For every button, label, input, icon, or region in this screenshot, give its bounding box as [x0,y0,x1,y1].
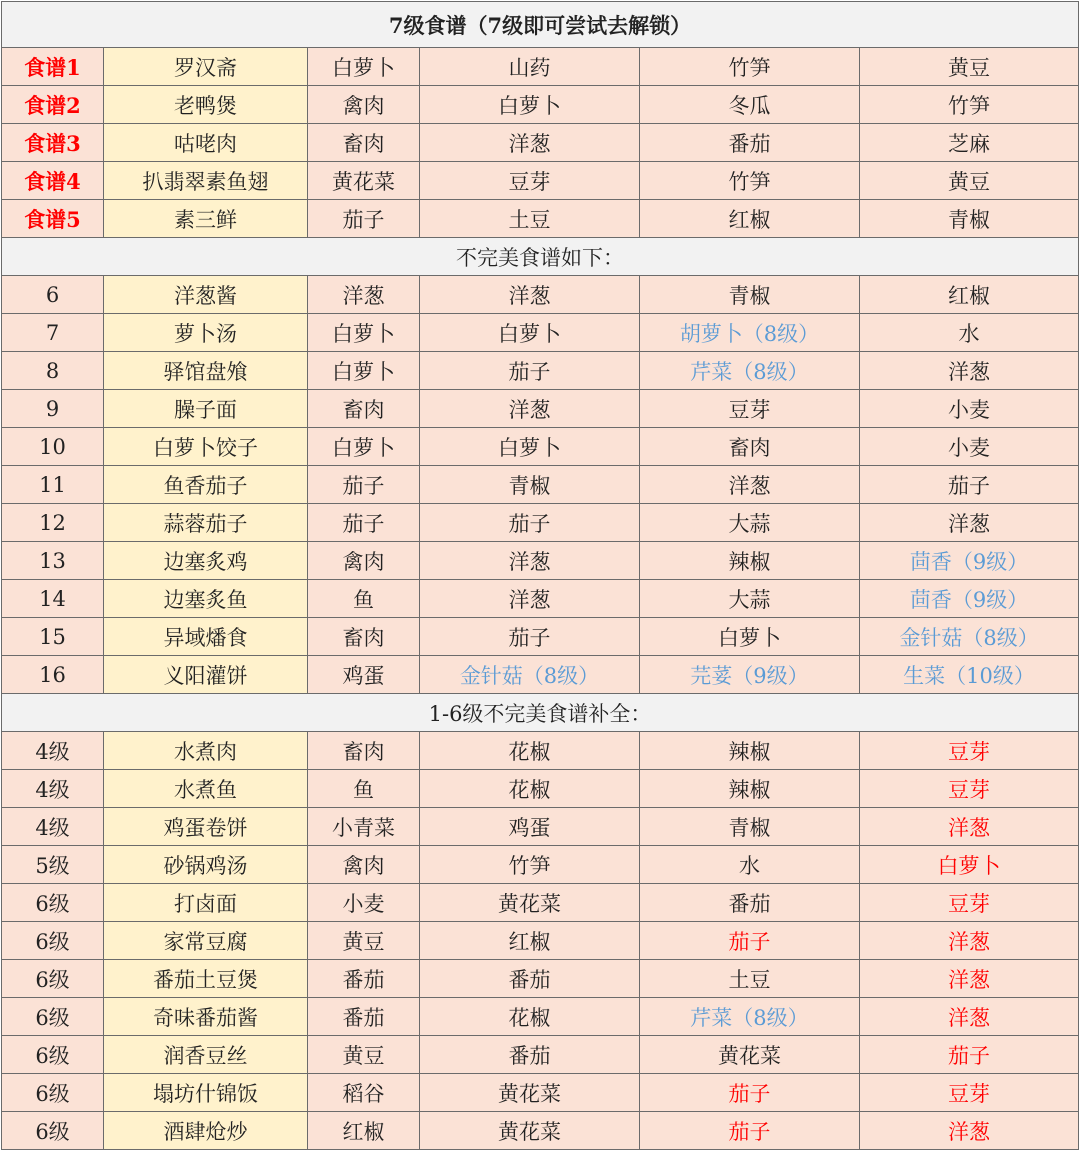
ingredient-1: 白萝卜 [308,352,420,390]
ingredient-4: 茄子 [860,466,1079,504]
ingredient-4: 黄豆 [860,162,1079,200]
recipe-name: 砂锅鸡汤 [104,846,308,884]
recipe-name: 奇味番茄酱 [104,998,308,1036]
recipe-id: 6 [2,276,104,314]
ingredient-1: 畜肉 [308,618,420,656]
ingredient-3: 竹笋 [640,48,860,86]
recipe-id: 食谱5 [2,200,104,238]
recipe-id: 7 [2,314,104,352]
table-row [2,922,1079,960]
ingredient-4: 洋葱 [860,1112,1079,1150]
table-row [2,466,1079,504]
recipe-name: 边塞炙鸡 [104,542,308,580]
recipe-name: 鸡蛋卷饼 [104,808,308,846]
ingredient-3: 水 [640,846,860,884]
ingredient-4: 洋葱 [860,352,1079,390]
ingredient-4: 茴香（9级） [860,542,1079,580]
table-row [2,580,1079,618]
recipe-id: 16 [2,656,104,694]
ingredient-3: 竹笋 [640,162,860,200]
ingredient-3: 芹菜（8级） [640,352,860,390]
ingredient-3: 土豆 [640,960,860,998]
ingredient-4: 茄子 [860,1036,1079,1074]
ingredient-3: 白萝卜 [640,618,860,656]
recipe-id: 食谱3 [2,124,104,162]
table-row [2,314,1079,352]
table-row [2,162,1079,200]
ingredient-2: 鸡蛋 [420,808,640,846]
ingredient-1: 番茄 [308,998,420,1036]
recipe-id: 13 [2,542,104,580]
ingredient-2: 豆芽 [420,162,640,200]
ingredient-2: 黄花菜 [420,884,640,922]
ingredient-4: 洋葱 [860,504,1079,542]
recipe-name: 异域燔食 [104,618,308,656]
table-row [2,504,1079,542]
table-row [2,390,1079,428]
ingredient-4: 小麦 [860,428,1079,466]
ingredient-2: 茄子 [420,504,640,542]
recipe-level: 4级 [2,732,104,770]
ingredient-1: 鱼 [308,770,420,808]
ingredient-3: 黄花菜 [640,1036,860,1074]
ingredient-4: 洋葱 [860,960,1079,998]
recipe-id: 9 [2,390,104,428]
ingredient-3: 茄子 [640,1074,860,1112]
ingredient-3: 番茄 [640,124,860,162]
ingredient-1: 黄豆 [308,1036,420,1074]
recipe-name: 番茄土豆煲 [104,960,308,998]
recipe-name: 蒜蓉茄子 [104,504,308,542]
recipe-name: 洋葱酱 [104,276,308,314]
ingredient-3: 胡萝卜（8级） [640,314,860,352]
ingredient-1: 番茄 [308,960,420,998]
ingredient-2: 花椒 [420,770,640,808]
recipe-id: 食谱1 [2,48,104,86]
ingredient-3: 芹菜（8级） [640,998,860,1036]
table-title: 7级食谱（7级即可尝试去解锁） [2,2,1079,48]
recipe-level: 5级 [2,846,104,884]
ingredient-1: 洋葱 [308,276,420,314]
recipe-name: 罗汉斋 [104,48,308,86]
recipe-id: 8 [2,352,104,390]
recipe-name: 义阳灌饼 [104,656,308,694]
recipe-level: 6级 [2,998,104,1036]
ingredient-1: 畜肉 [308,732,420,770]
ingredient-1: 黄豆 [308,922,420,960]
recipe-name: 白萝卜饺子 [104,428,308,466]
recipe-name: 打卤面 [104,884,308,922]
recipe-name: 边塞炙鱼 [104,580,308,618]
ingredient-4: 洋葱 [860,922,1079,960]
ingredient-1: 小麦 [308,884,420,922]
table-row [2,656,1079,694]
section-title-supplement: 1-6级不完美食谱补全： [2,694,1079,732]
ingredient-4: 小麦 [860,390,1079,428]
table-row [2,1036,1079,1074]
ingredient-4: 金针菇（8级） [860,618,1079,656]
recipe-level: 4级 [2,808,104,846]
table-row [2,998,1079,1036]
recipe-id: 12 [2,504,104,542]
ingredient-2: 洋葱 [420,542,640,580]
recipe-id: 食谱2 [2,86,104,124]
recipe-table [1,1,1079,1150]
ingredient-2: 番茄 [420,1036,640,1074]
title-row [2,2,1079,48]
recipe-name: 老鸭煲 [104,86,308,124]
ingredient-3: 大蒜 [640,580,860,618]
ingredient-2: 白萝卜 [420,428,640,466]
ingredient-3: 红椒 [640,200,860,238]
ingredient-2: 花椒 [420,998,640,1036]
recipe-id: 食谱4 [2,162,104,200]
ingredient-1: 茄子 [308,466,420,504]
table-row [2,960,1079,998]
recipe-name: 水煮肉 [104,732,308,770]
ingredient-4: 黄豆 [860,48,1079,86]
table-row [2,770,1079,808]
ingredient-1: 稻谷 [308,1074,420,1112]
ingredient-2: 花椒 [420,732,640,770]
ingredient-3: 青椒 [640,808,860,846]
ingredient-3: 茄子 [640,1112,860,1150]
table-row [2,1074,1079,1112]
section-row [2,238,1079,276]
ingredient-3: 番茄 [640,884,860,922]
table-row [2,618,1079,656]
ingredient-2: 黄花菜 [420,1074,640,1112]
table-row [2,428,1079,466]
ingredient-3: 辣椒 [640,770,860,808]
recipe-name: 酒肆炝炒 [104,1112,308,1150]
table-row [2,352,1079,390]
ingredient-3: 洋葱 [640,466,860,504]
ingredient-4: 生菜（10级） [860,656,1079,694]
ingredient-4: 洋葱 [860,808,1079,846]
ingredient-2: 洋葱 [420,390,640,428]
ingredient-3: 辣椒 [640,542,860,580]
table-row [2,1112,1079,1150]
ingredient-2: 竹笋 [420,846,640,884]
ingredient-1: 黄花菜 [308,162,420,200]
recipe-name: 臊子面 [104,390,308,428]
recipe-level: 6级 [2,960,104,998]
recipe-level: 6级 [2,1112,104,1150]
ingredient-4: 白萝卜 [860,846,1079,884]
recipe-level: 6级 [2,1036,104,1074]
ingredient-4: 竹笋 [860,86,1079,124]
ingredient-1: 小青菜 [308,808,420,846]
ingredient-4: 洋葱 [860,998,1079,1036]
ingredient-3: 茄子 [640,922,860,960]
recipe-name: 咕咾肉 [104,124,308,162]
ingredient-2: 洋葱 [420,580,640,618]
ingredient-1: 禽肉 [308,86,420,124]
ingredient-3: 青椒 [640,276,860,314]
recipe-name: 鱼香茄子 [104,466,308,504]
recipe-name: 素三鲜 [104,200,308,238]
ingredient-1: 白萝卜 [308,314,420,352]
ingredient-2: 白萝卜 [420,314,640,352]
ingredient-2: 黄花菜 [420,1112,640,1150]
ingredient-3: 豆芽 [640,390,860,428]
section-row [2,694,1079,732]
recipe-id: 15 [2,618,104,656]
ingredient-4: 豆芽 [860,884,1079,922]
recipe-level: 4级 [2,770,104,808]
recipe-name: 水煮鱼 [104,770,308,808]
table-row [2,276,1079,314]
ingredient-2: 茄子 [420,352,640,390]
ingredient-1: 鱼 [308,580,420,618]
ingredient-1: 茄子 [308,200,420,238]
ingredient-1: 茄子 [308,504,420,542]
ingredient-1: 禽肉 [308,542,420,580]
table-row [2,846,1079,884]
ingredient-4: 豆芽 [860,1074,1079,1112]
ingredient-1: 红椒 [308,1112,420,1150]
table-row [2,732,1079,770]
ingredient-3: 冬瓜 [640,86,860,124]
ingredient-2: 白萝卜 [420,86,640,124]
ingredient-2: 山药 [420,48,640,86]
table-row [2,808,1079,846]
recipe-level: 6级 [2,1074,104,1112]
recipe-id: 11 [2,466,104,504]
recipe-name: 驿馆盘飧 [104,352,308,390]
ingredient-1: 白萝卜 [308,48,420,86]
ingredient-4: 水 [860,314,1079,352]
ingredient-4: 豆芽 [860,732,1079,770]
table-row [2,48,1079,86]
ingredient-4: 青椒 [860,200,1079,238]
table-row [2,86,1079,124]
ingredient-4: 茴香（9级） [860,580,1079,618]
ingredient-1: 鸡蛋 [308,656,420,694]
ingredient-3: 畜肉 [640,428,860,466]
recipe-level: 6级 [2,922,104,960]
ingredient-3: 芫荽（9级） [640,656,860,694]
ingredient-2: 金针菇（8级） [420,656,640,694]
table-row [2,542,1079,580]
recipe-name: 家常豆腐 [104,922,308,960]
ingredient-1: 白萝卜 [308,428,420,466]
table-row [2,124,1079,162]
ingredient-2: 土豆 [420,200,640,238]
ingredient-2: 洋葱 [420,276,640,314]
recipe-name: 萝卜汤 [104,314,308,352]
ingredient-2: 茄子 [420,618,640,656]
ingredient-2: 红椒 [420,922,640,960]
ingredient-2: 青椒 [420,466,640,504]
section-title-imperfect: 不完美食谱如下： [2,238,1079,276]
ingredient-3: 大蒜 [640,504,860,542]
recipe-name: 塌坊什锦饭 [104,1074,308,1112]
ingredient-4: 红椒 [860,276,1079,314]
ingredient-2: 洋葱 [420,124,640,162]
ingredient-1: 畜肉 [308,124,420,162]
ingredient-3: 辣椒 [640,732,860,770]
ingredient-2: 番茄 [420,960,640,998]
table-row [2,884,1079,922]
recipe-level: 6级 [2,884,104,922]
recipe-name: 润香豆丝 [104,1036,308,1074]
ingredient-4: 芝麻 [860,124,1079,162]
ingredient-1: 畜肉 [308,390,420,428]
recipe-id: 14 [2,580,104,618]
table-row [2,200,1079,238]
ingredient-1: 禽肉 [308,846,420,884]
recipe-id: 10 [2,428,104,466]
ingredient-4: 豆芽 [860,770,1079,808]
recipe-name: 扒翡翠素鱼翅 [104,162,308,200]
